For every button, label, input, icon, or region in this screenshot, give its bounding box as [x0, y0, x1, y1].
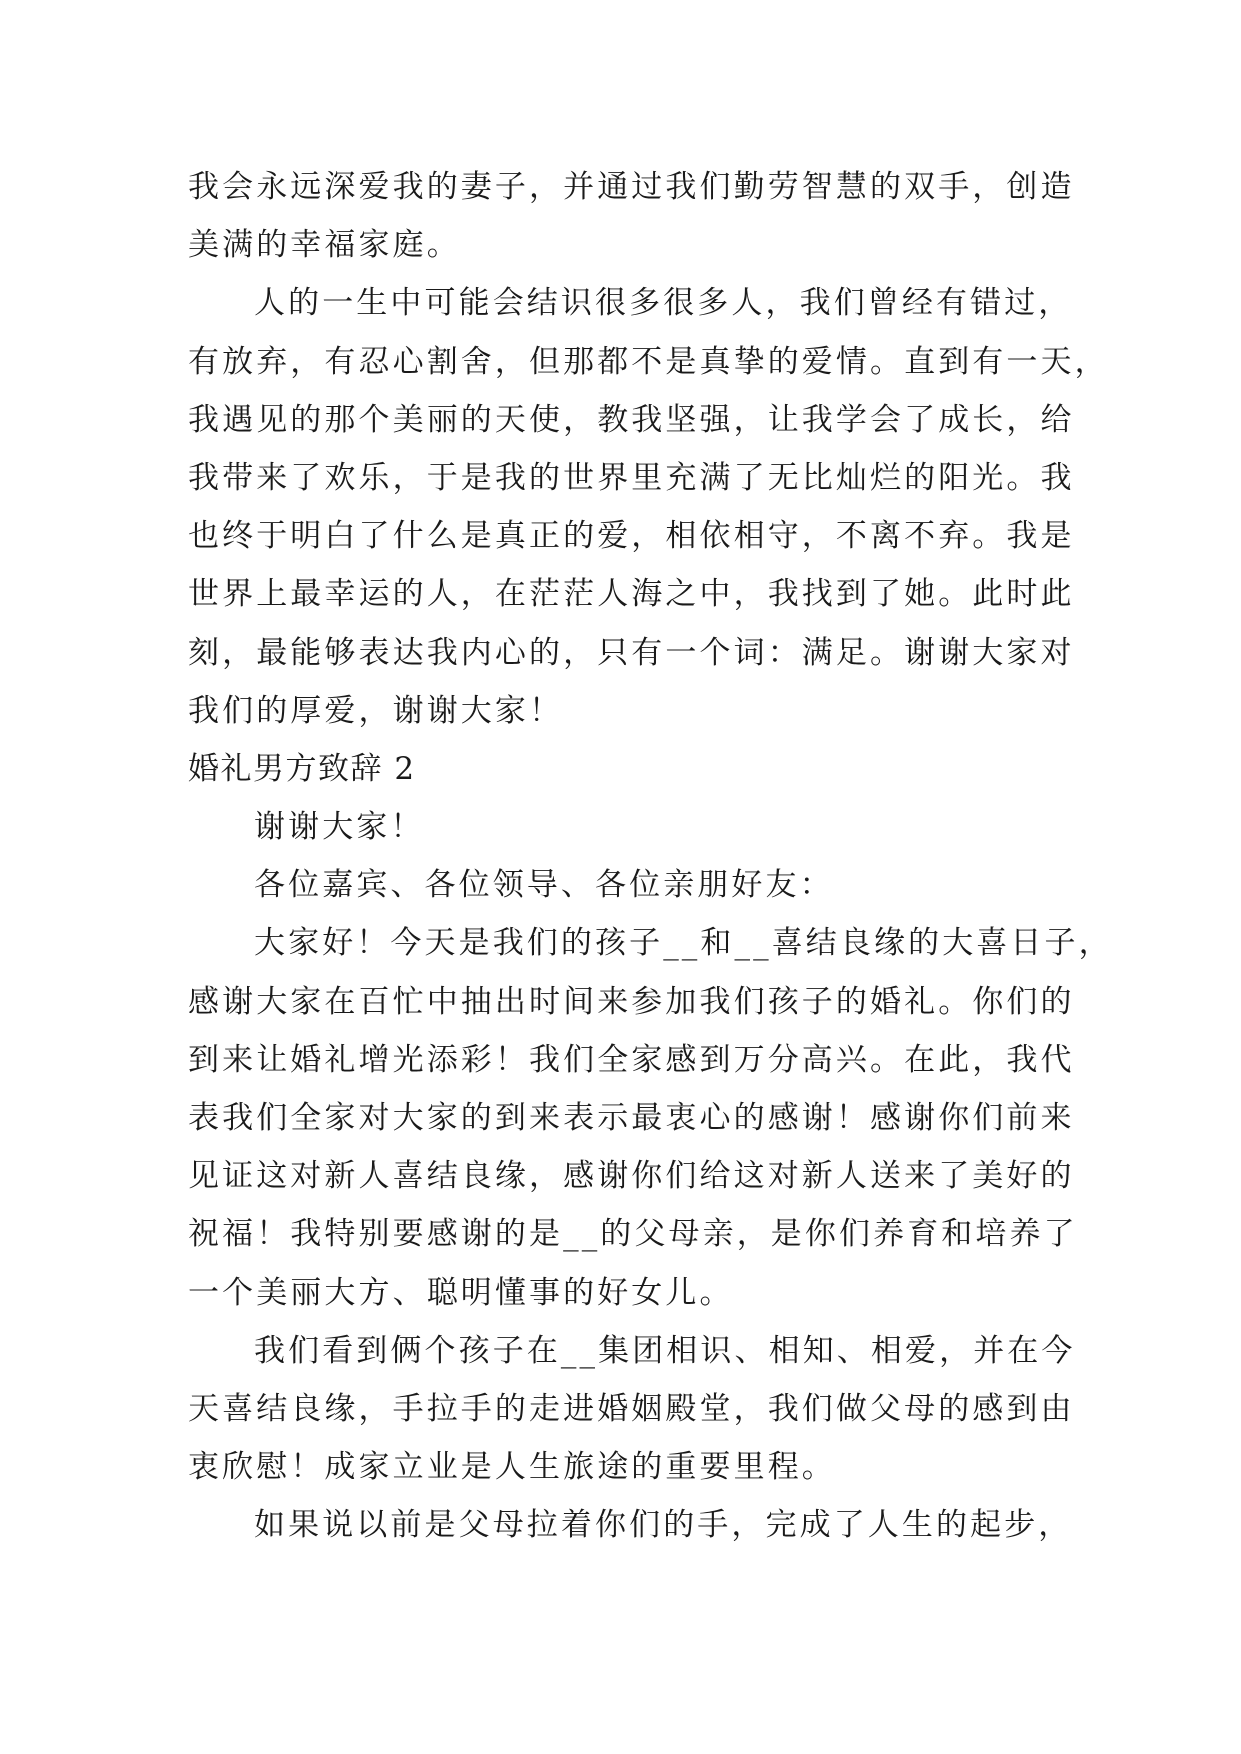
text-line: 刻，最能够表达我内心的，只有一个词：满足。谢谢大家对 [188, 634, 1075, 671]
section-heading: 婚礼男方致辞 2 [188, 750, 416, 787]
text-line: 天喜结良缘，手拉手的走进婚姻殿堂，我们做父母的感到由 [188, 1390, 1075, 1427]
text-line: 我带来了欢乐，于是我的世界里充满了无比灿烂的阳光。我 [188, 459, 1075, 496]
text-line: 我们的厚爱，谢谢大家！ [188, 692, 564, 729]
text-line: 我会永远深爱我的妻子，并通过我们勤劳智慧的双手，创造 [188, 169, 1075, 205]
text-line: 表我们全家对大家的到来表示最衷心的感谢！感谢你们前来 [188, 1100, 1075, 1136]
text-line: 有放弃，有忍心割舍，但那都不是真挚的爱情。直到有一天， [188, 343, 1109, 380]
text-line: 人的一生中可能会结识很多很多人，我们曾经有错过， [254, 285, 1073, 322]
text-line: 到来让婚礼增光添彩！我们全家感到万分高兴。在此，我代 [188, 1041, 1075, 1078]
text-line: 美满的幸福家庭。 [188, 227, 461, 264]
text-line: 大家好！今天是我们的孩子__和__喜结良缘的大喜日子， [254, 925, 1113, 962]
text-line: 一个美丽大方、聪明懂事的好女儿。 [188, 1274, 734, 1311]
text-line: 感谢大家在百忙中抽出时间来参加我们孩子的婚礼。你们的 [188, 983, 1075, 1020]
text-line: 我遇见的那个美丽的天使，教我坚强，让我学会了成长，给 [188, 401, 1075, 438]
text-line: 各位嘉宾、各位领导、各位亲朋好友： [254, 867, 834, 904]
text-line: 也终于明白了什么是真正的爱，相依相守，不离不弃。我是 [188, 518, 1075, 555]
text-line: 衷欣慰！成家立业是人生旅途的重要里程。 [188, 1449, 836, 1486]
text-line: 祝福！我特别要感谢的是__的父母亲，是你们养育和培养了 [188, 1216, 1078, 1253]
document-body [188, 158, 1113, 1555]
text-line: 见证这对新人喜结良缘，感谢你们给这对新人送来了美好的 [188, 1158, 1075, 1195]
text-line: 如果说以前是父母拉着你们的手，完成了人生的起步， [254, 1507, 1073, 1544]
text-line: 谢谢大家！ [254, 809, 425, 846]
text-line: 我们看到俩个孩子在__集团相识、相知、相爱，并在今 [254, 1332, 1076, 1369]
text-line: 世界上最幸运的人，在茫茫人海之中，我找到了她。此时此 [188, 576, 1075, 613]
